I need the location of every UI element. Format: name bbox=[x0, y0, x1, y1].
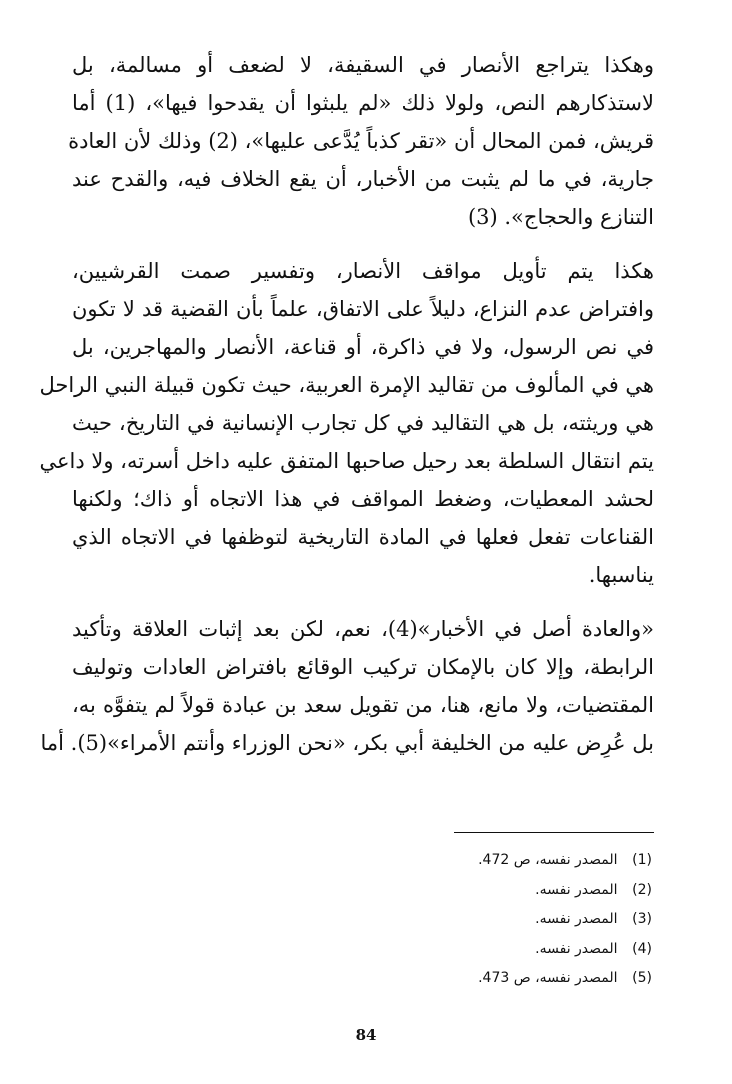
paragraph-1 bbox=[68, 46, 655, 236]
paragraph-3 bbox=[40, 610, 654, 762]
text-line: يتم انتقال السلطة بعد رحيل صاحبها المتفق عليه داخل أسرته، ولا داعي bbox=[39, 449, 654, 473]
text-line: التنازع والحجاج». (3) bbox=[467, 205, 654, 229]
footnote-number: (2) bbox=[632, 881, 652, 898]
text-line: قريش، فمن المحال أن «تقر كذباً يُدَّعى عليها»، (2) وذلك لأن العادة bbox=[68, 129, 654, 153]
text-line: هي وريثته، بل هي التقاليد في كل تجارب الإنسانية في التاريخ، حيث bbox=[72, 411, 654, 435]
footnote-item bbox=[252, 964, 652, 994]
text-line: في نص الرسول، ولا في ذاكرة، أو قناعة، الأنصار والمهاجرين، بل bbox=[72, 335, 654, 359]
footnote-item bbox=[252, 935, 652, 965]
text-line: هكذا يتم تأويل مواقف الأنصار، وتفسير صمت القرشيين، bbox=[72, 259, 654, 283]
text-line: القناعات تفعل فعلها في المادة التاريخية لتوظفها في الاتجاه الذي bbox=[72, 525, 654, 549]
footnote-number: (4) bbox=[632, 940, 652, 957]
page-number: 84 bbox=[355, 1026, 377, 1044]
text-line: الرابطة، وإلا كان بالإمكان تركيب الوقائع بافتراض العادات وتوليف bbox=[72, 655, 654, 679]
text-line: هي في المألوف من تقاليد الإمرة العربية، حيث تكون قبيلة النبي الراحل bbox=[39, 373, 654, 397]
footnote-separator bbox=[454, 832, 654, 833]
text-line: لحشد المعطيات، وضغط المواقف في هذا الاتجاه أو ذاك؛ ولكنها bbox=[72, 487, 654, 511]
footnote-text: المصدر نفسه، ص 473. bbox=[478, 970, 618, 986]
paragraph-2 bbox=[39, 252, 654, 594]
footnotes bbox=[252, 846, 652, 994]
text-line: وافتراض عدم النزاع، دليلاً على الاتفاق، علماً بأن القضية قد لا تكون bbox=[72, 297, 654, 321]
text-line: «والعادة أصل في الأخبار»(4)، نعم، لكن بعد إثبات العلاقة وتأكيد bbox=[72, 617, 654, 641]
text-line: يناسبها. bbox=[588, 563, 654, 587]
footnote-text: المصدر نفسه. bbox=[535, 911, 618, 927]
footnote-item bbox=[252, 905, 652, 935]
main-text bbox=[39, 46, 655, 762]
footnote-number: (5) bbox=[632, 970, 652, 986]
text-line: المقتضيات، ولا مانع، هنا، من تقويل سعد بن عبادة قولاً لم يتفوَّه به، bbox=[72, 693, 654, 717]
footnote-text: المصدر نفسه، ص 472. bbox=[478, 852, 618, 868]
text-line: بل عُرِض عليه من الخليفة أبي بكر، «نحن الوزراء وأنتم الأمراء»(5). أما bbox=[40, 731, 654, 755]
text-line: جارية، في ما لم يثبت من الأخبار، أن يقع الخلاف فيه، والقدح عند bbox=[72, 167, 654, 191]
text-line: لاستذكارهم النص، ولولا ذلك «لم يلبثوا أن يقدحوا فيها»، (1) أما bbox=[72, 91, 655, 115]
footnote-text: المصدر نفسه. bbox=[535, 881, 618, 898]
footnote-item bbox=[252, 876, 652, 906]
footnote-text: المصدر نفسه. bbox=[535, 940, 618, 957]
footnote-item bbox=[252, 846, 652, 876]
text-line: وهكذا يتراجع الأنصار في السقيفة، لا لضعف أو مسالمة، بل bbox=[72, 53, 654, 77]
footnote-number: (1) bbox=[632, 852, 652, 868]
footnote-number: (3) bbox=[632, 911, 652, 927]
